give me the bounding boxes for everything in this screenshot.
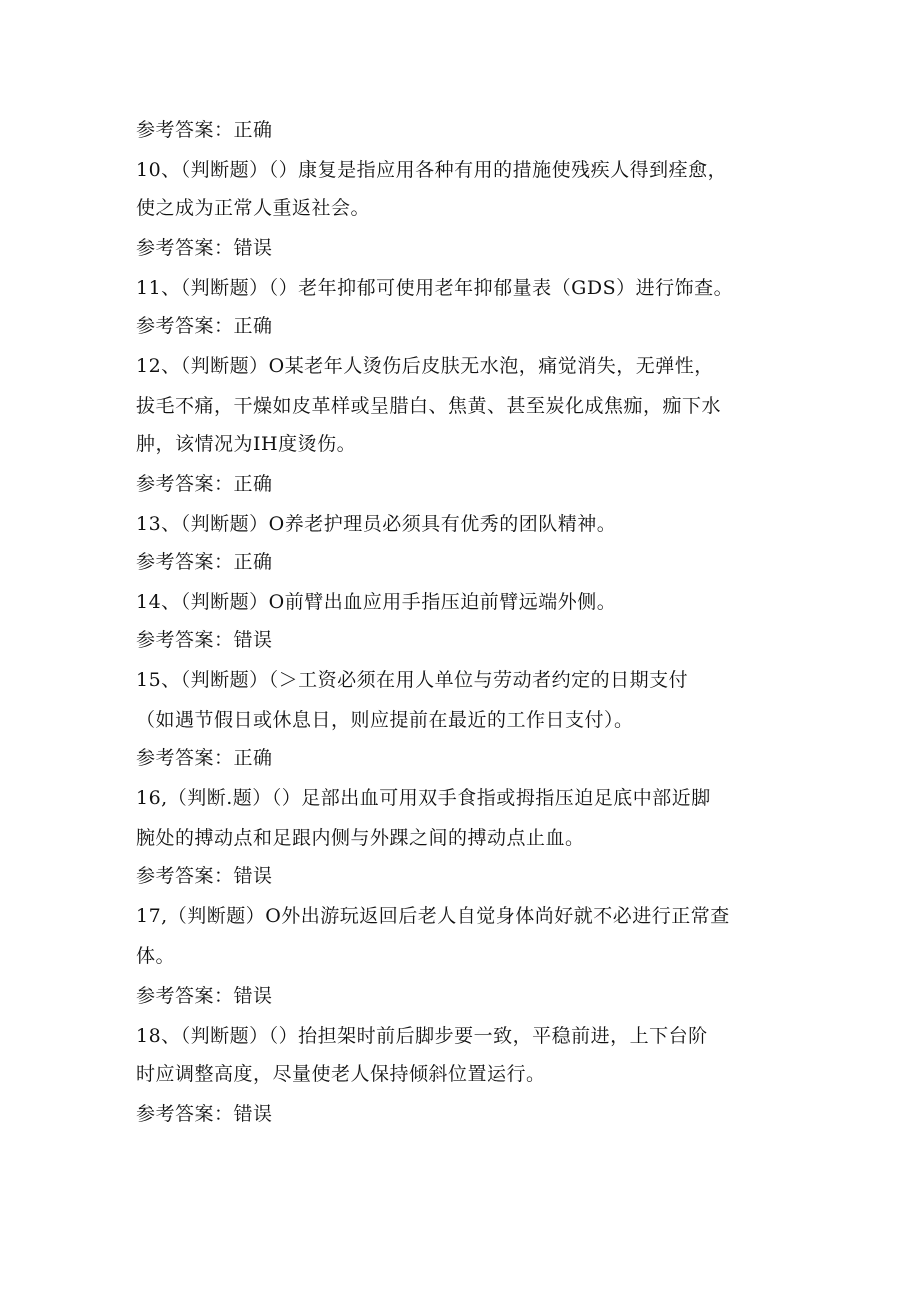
question-10-line-1: 10、（判断题）（）康复是指应用各种有用的措施使残疾人得到痊愈， bbox=[136, 159, 728, 181]
question-11-line-1: 11、（判断题）（）老年抑郁可使用老年抑郁量表（GDS）进行饰查。 bbox=[136, 277, 734, 299]
answer-line: 参考答案：正确 bbox=[136, 747, 273, 769]
answer-line: 参考答案：错误 bbox=[136, 237, 273, 259]
answer-line: 参考答案：错误 bbox=[136, 629, 273, 651]
answer-line: 参考答案：正确 bbox=[136, 551, 273, 573]
question-16-line-1: 16,（判断.题）（）足部出血可用双手食指或拇指压迫足底中部近脚 bbox=[136, 787, 711, 809]
question-15-line-2: （如遇节假日或休息日，则应提前在最近的工作日支付）。 bbox=[136, 709, 634, 731]
question-16-line-2: 腕处的搏动点和足跟内侧与外踝之间的搏动点止血。 bbox=[136, 827, 585, 849]
question-12-line-3: 肿，该情况为IH度烫伤。 bbox=[136, 433, 357, 455]
question-12-line-1: 12、（判断题）O某老年人烫伤后皮肤无水泡，痛觉消失，无弹性， bbox=[136, 355, 714, 377]
answer-line: 参考答案：错误 bbox=[136, 865, 273, 887]
question-13-line-1: 13、（判断题）O养老护理员必须具有优秀的团队精神。 bbox=[136, 513, 617, 535]
question-12-line-2: 拔毛不痛，干燥如皮革样或呈腊白、焦黄、甚至炭化成焦痂，痂下水 bbox=[136, 395, 722, 417]
question-18-line-1: 18、（判断题）（）抬担架时前后脚步要一致，平稳前进，上下台阶 bbox=[136, 1025, 708, 1047]
question-18-line-2: 时应调整高度，尽量使老人保持倾斜位置运行。 bbox=[136, 1063, 546, 1085]
answer-line: 参考答案：正确 bbox=[136, 315, 273, 337]
answer-line: 参考答案：错误 bbox=[136, 985, 273, 1007]
answer-line: 参考答案：错误 bbox=[136, 1103, 273, 1125]
question-15-line-1: 15、（判断题）（＞工资必须在用人单位与劳动者约定的日期支付 bbox=[136, 669, 689, 691]
question-10-line-2: 使之成为正常人重返社会。 bbox=[136, 197, 371, 219]
answer-line: 参考答案：正确 bbox=[136, 119, 273, 141]
question-17-line-2: 体。 bbox=[136, 945, 176, 967]
answer-line: 参考答案：正确 bbox=[136, 473, 273, 495]
question-14-line-1: 14、（判断题）O前臂出血应用手指压迫前臂远端外侧。 bbox=[136, 591, 617, 613]
question-17-line-1: 17,（判断题）O外出游玩返回后老人自觉身体尚好就不必进行正常查 bbox=[136, 905, 730, 927]
